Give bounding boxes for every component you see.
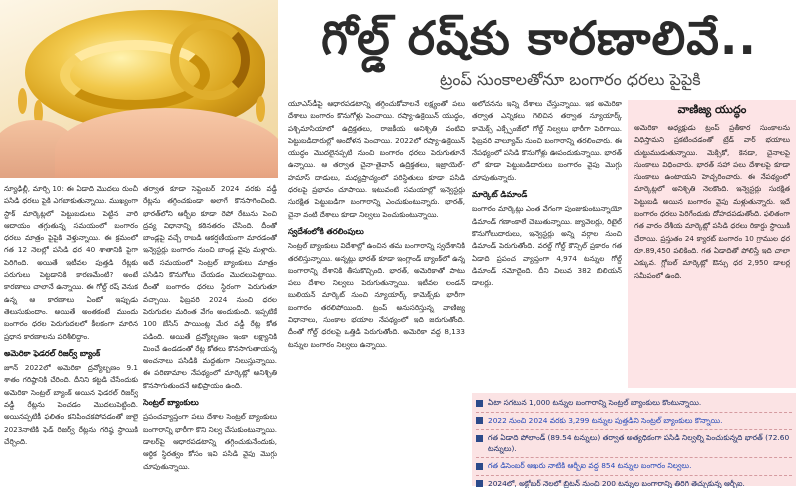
paragraph: తర్వాత కూడా సెప్టెంబర్ 2024 వరకు వడ్డీ రేట్లను తగ్గించకుండా అలాగే కొనసాగించింది. భారత్‌లోని ఆర్బీఐ కూడా రెపో రేటును పెంచి ద్రవ్య విధానాన్ని కఠినతరం చేసింది. దీంతో బాండ్లపై వచ్చే రాబడి ఆకర్షణీయంగా మారడంతో ఇన్వెస్టర్లు బంగారం నుంచి బాండ్ల వైపు మళ్లారు. అదే సమయంలో సెంట్రల్ బ్యాంకులు మాత్రం పసిడిని కొనుగోలు చేయడం మొదలుపెట్టాయి. దీంతో బంగారం ధరలు స్థిరంగా పెరుగుతూ వచ్చాయి. ఫిబ్రవరి 2024 నుంచి ధరల పెరుగుదల మరింత వేగం అందుకుంది. ఇప్పటికే 100 బేసిస్ పాయింట్ల మేర వడ్డీ రేట్ల కోత పడింది. అయితే ద్రవ్యోల్బణం ఇంకా లక్ష్యానికి మించే ఉండడంతో రేట్ల కోతలు కొనసాగుతాయన్న అంచనాలు పసిడికి మద్దతుగా నిలుస్తున్నాయి. ఈ పరిణామాల నేపథ్యంలో మార్కెట్లో అనిశ్చితి కొనసాగుతుందనే అభిప్రాయం ఉంది. [143,184,277,390]
fact-item [476,476,792,488]
fact-text: ఏటా సగటున 1,000 టన్నుల బంగారాన్ని సెంట్రల్ బ్యాంకులు కొంటున్నాయి. [488,398,702,407]
sidebar-title: వాణిజ్య యుద్ధం [677,103,747,116]
fact-text: 2022 నుంచి 2024 వరకు 3,299 టన్నుల పుత్తడిని సెంట్రల్ బ్యాంకులు కొన్నాయి. [488,415,723,425]
paragraph: అలోచనను ఇన్ని దేశాలు చేస్తున్నాయి. ఇక అమెరికా తర్వాత ఎన్నికలు గెలిచిన తర్వాత న్యూయార్క్ కామెక్స్ ఎక్స్ఛేంజ్‌లో గోల్డ్ నిల్వలు భారీగా పెరిగాయి. ఫిబ్రవరి వాల్యూమ్ నుంచి బంగారాన్ని తరలించారు. ఈ నేపథ్యంలో పసిడి కొనుగోళ్లు ఊపందుకున్నాయి. భారత్ లో కూడా పెట్టుబడిదారులు బంగారం వైపు మొగ్గు చూపుతున్నారు. [472,99,622,182]
section-title: సెంట్రల్ బ్యాంకులు [143,398,199,408]
square-bullet-icon [476,417,483,424]
paragraph: యూఎస్‌డీపై ఆధారపడటాన్ని తగ్గించుకోవాలనే లక్ష్యంతో పలు దేశాలు బంగారం కొనుగోళ్లు పెంచాయి. రష్యా-ఉక్రెయిన్ యుద్ధం, పశ్చిమాసియాలో ఉద్రిక్తతలు, రాజకీయ అనిశ్చితి వంటివి పెట్టుబడిదారుల్లో ఆందోళన పెంచాయి. 2022లో రష్యా-ఉక్రెయిన్ యుద్ధం మొదలైనప్పటి నుంచి బంగారం ధరలు పెరుగుతూనే ఉన్నాయి. ఆ తర్వాత చైనా-తైవాన్ ఉద్రిక్తతలు, ఇజ్రాయెల్-హమాస్ దాడులు, మధ్యప్రాచ్యంలో పరిస్థితులు కూడా పసిడి ధరలపై ప్రభావం చూపాయి. ఇటువంటి సమయాల్లో ఇన్వెస్టర్లు సురక్షిత పెట్టుబడిగా బంగారాన్ని ఎంచుకుంటున్నారు. భారత్, చైనా వంటి దేశాలు కూడా నిల్వలు పెంచుకుంటున్నాయి. [288,99,465,219]
square-bullet-icon [476,435,483,442]
article-column-2 [143,183,277,483]
headline: గోల్డ్ రష్‌కు కారణాలివే.. [321,11,757,65]
trade-war-sidebar [628,100,796,388]
square-bullet-icon [476,480,483,487]
article-column-4 [472,98,622,388]
sidebar-text: అమెరికా అధ్యక్షుడు ట్రంప్ ప్రతీకార సుంకాలను విధిస్తామని ప్రకటించడంతో ట్రేడ్ వార్ భయాలు చుట్టుముడుతున్నాయి. మెక్సికో, కెనడా, చైనాలపై సుంకాలు విధించారు. భారత్ సహా పలు దేశాలపై కూడా సుంకాలు ఉంటాయని హెచ్చరించారు. ఈ నేపథ్యంలో మార్కెట్లలో అనిశ్చితి నెలకొంది. ఇన్వెస్టర్లు సురక్షిత పెట్టుబడి అయిన బంగారం వైపు మళ్లుతున్నారు. ఇదే బంగారం ధరలు పెరిగేందుకు దోహదపడుతోంది. ఫలితంగా గత వారం దేశీయ మార్కెట్లో పసిడి ధరలు రికార్డు స్థాయికి చేరాయి. ప్రస్తుతం 24 క్యారట్ బంగారం 10 గ్రాముల ధర రూ.89,450 పలికింది. గత ఏడాదితో పోలిస్తే ఇది చాలా ఎక్కువ. గ్లోబల్ మార్కెట్లో ఔన్సు ధర 2,950 డాలర్ల సమీపంలో ఉంది. [634,123,790,280]
fact-item [476,458,792,476]
article-column-1 [4,183,138,483]
section-paragraph: సెంట్రల్ బ్యాంకులు విదేశాల్లో ఉంచిన తమ బంగారాన్ని స్వదేశానికి తరలిస్తున్నాయి. అన్నట్లు భారత్ కూడా ఇంగ్లాండ్ బ్యాంక్‌లో ఉన్న బంగారాన్ని దేశానికి తీసుకొచ్చింది. భారత్, అమెరికాతో పాటు పలు దేశాల నిల్వలు పెరుగుతున్నాయి. ఇటీవల లండన్ బులియన్ మార్కెట్ నుంచి న్యూయార్క్ కామెక్స్‌కు భారీగా బంగారం తరలిపోయింది. ట్రంప్ అనుసరిస్తున్న వాణిజ్య విధానాలు, సుంకాల భయాల నేపథ్యంలో ఇది జరుగుతోంది. దీంతో గోల్డ్ ధరలపై ఒత్తిడి పెరుగుతోంది. అమెరికా వద్ద 8,133 టన్నుల బంగారం నిల్వలు ఉన్నాయి. [288,241,465,349]
key-facts-box [472,393,796,486]
section-title: మార్కెట్ డిమాండ్ [472,190,528,200]
fact-text: గత డిసెంబర్ ఆఖరు నాటికి ఆర్బీఐ వద్ద 854 టన్నుల బంగారం నిల్వలు. [488,461,692,470]
square-bullet-icon [476,463,483,470]
fact-text: గత ఏడాది పోలాండ్ (89.54 టన్నులు) తర్వాత అత్యధికంగా పసిడి నిల్వల్ని పెంచుకున్నది భారత్ (72.60 టన్నులు). [488,433,790,453]
section-paragraph: ప్రపంచవ్యాప్తంగా పలు దేశాల సెంట్రల్ బ్యాంకులు బంగారాన్ని భారీగా కొని నిల్వ చేసుకుంటున్నాయి. డాలర్‌పై ఆధారపడటాన్ని తగ్గించుకునేందుకు, ఆర్థిక స్థిరత్వం కోసం ఇవి పసిడి వైపు మొగ్గు చూపుతున్నాయి. [143,412,277,471]
earring-drop [256,96,265,122]
intro-paragraph: న్యూఢిల్లీ, మార్చి 10: ఈ ఏడాది మొదలు రుంచీ పసిడి ధరలు పైకి ఎగబాకుతున్నాయి. ముఖ్యంగా స్టాక్ మార్కెట్లలో పెట్టుబడులు పెట్టిన వారి ఆదాయం తగ్గుతున్న సమయంలో బంగారం ధరలు మాత్రం పైపైకి వెళ్తున్నాయి. ఈ క్రమంలో గత 12 నెలల్లో పసిడి ధర 40 శాతానికి పైగా పెరిగింది. అయితే ఇటీవల పుత్తడి రేట్లకు పరుగులు పెట్టడానికి కారణమేంటి? అంటే కారణాలు చాలానే ఉన్నాయి. ఈ గోల్డ్ రష్ వెనుక ఉన్న ఆ కారణాలు ఏంటో ఇప్పుడు తెలుసుకుందాం. అయితే అంతకంటే ముందు బంగారం ధరల పెరుగుదలలో కీలకంగా మారిన ప్రధాన కారణాలను పరిశీలిద్దాం. [4,184,138,341]
section-title: అమెరికా ఫెడరల్ రిజర్వ్ బ్యాంక్ [4,348,101,358]
square-bullet-icon [476,400,483,407]
gold-ring [170,20,250,100]
earring-drop [18,88,27,114]
subheadline: ట్రంప్ సుంకాలతోనూ బంగారం ధరలు పైపైకి [440,70,701,89]
gold-jewelry-photo [0,0,278,178]
section-paragraph: బంగారం మార్కెట్లు ఎంత వేగంగా పుంజుకుంటున్నాయో డిమాండ్ గణాంకాలే చెబుతున్నాయి. జ్యువెలర్లు, రిటైల్ కొనుగోలుదారులు, ఇన్వెస్టర్లు అన్ని వర్గాల నుంచి డిమాండ్ పెరుగుతోంది. వరల్డ్ గోల్డ్ కౌన్సిల్ ప్రకారం గత ఏడాది ప్రపంచ వ్యాప్తంగా 4,974 టన్నుల గోల్డ్ డిమాండ్ నమోదైంది. దీని విలువ 382 బిలియన్ డాలర్లు. [472,204,622,288]
fact-item [476,430,792,458]
section-paragraph: జూన్ 2022లో అమెరికా ద్రవ్యోల్బణం 9.1 శాతం గరిష్ఠానికి చేరింది. దీనిని కట్టడి చేసేందుకు అమెరికా సెంట్రల్ బ్యాంక్ అయిన ఫెడరల్ రిజర్వ్ వడ్డీ రేట్లను పెంచడం మొదలుపెట్టింది. అయినప్పటికీ ఫలితం కనిపించకపోవడంతో జులై 2023నాటికి ఫెడ్ రిజర్వ్ రేట్లను గరిష్ఠ స్థాయికి చేర్చింది. [4,363,138,446]
section-title: స్వదేశంలోకి తరలింపులు [288,226,364,236]
fact-item [476,413,792,431]
article-column-3 [288,98,465,483]
fact-text: 2024లో, అక్టోబర్ నెలలో బ్రిటన్ నుంచి 200 టన్నుల బంగారాన్ని తిరిగి తెచ్చుకున్న ఆర్బీఐ. [488,478,745,488]
fact-item [476,395,792,413]
